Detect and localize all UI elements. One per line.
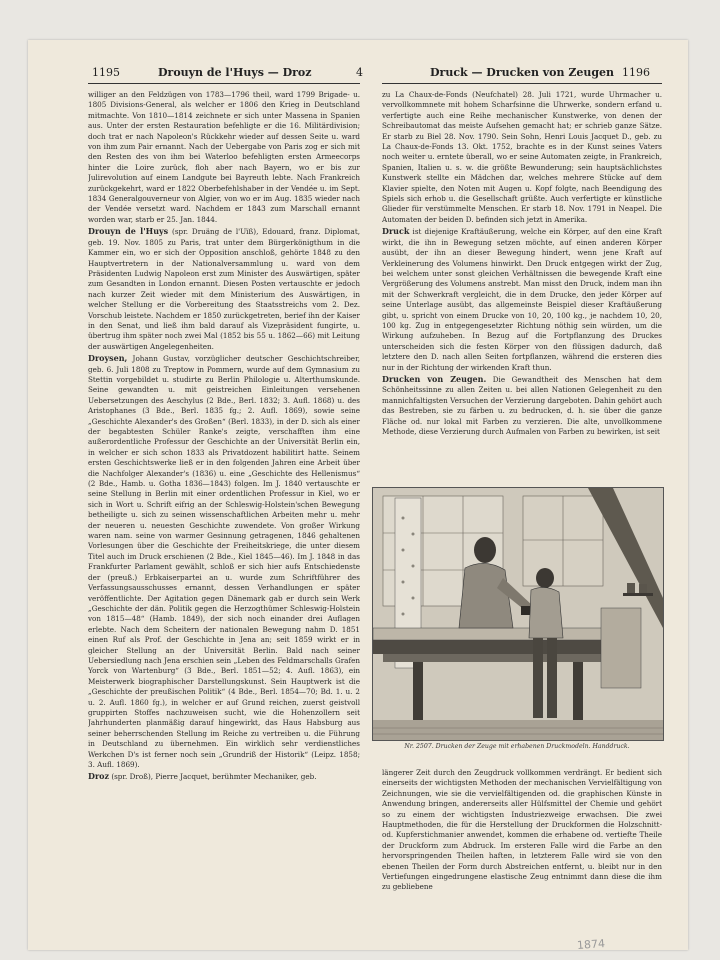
right-column-bottom: [382, 768, 662, 918]
left-column: [88, 90, 360, 900]
article-paragraph: längerer Zeit durch den Zeugdruck vollkommen verdrängt. Er bedient sich einerseits der wichtigsten Methoden der mechanischen Vervielfältigung von Zeichnungen, wie sie die vervielfältigenden od. die graphischen Künste in Anwendung bringen, andererseits aller Hülfsmittel der Chemie und gehört so zu einem der wichtigsten Industriezweige erwachsen. Die zwei Hauptmethoden, die für die Herstellung der Druckformen die Holzschnitt- od. Kupferstichmanier anwendet, kommen die erhabene od. vertiefte Theile der Druckform zum Abdruck. Im ersteren Falle wird die Farbe an den hervorspringenden Theilen haften, in letzterem Falle wird sie von den ebenen Theilen der Form durch Abstreichen entfernt, u. bleibt nur in den Vertiefungen eingedrungene elastische Zeug entnimmt dann diese die ihm zu gebliebene: [382, 768, 662, 892]
article-paragraph: Droz (spr. Droß), Pierre Jacquet, berühmter Mechaniker, geb.: [88, 771, 317, 782]
headword: Drouyn de l'Huys: [88, 226, 169, 237]
left-running-title: Drouyn de l'Huys — Droz: [158, 66, 312, 79]
engraving-illustration: [372, 487, 664, 741]
right-column-top: [382, 90, 662, 482]
article-paragraph: Druck ist diejenige Kraftäußerung, welche ein Körper, auf den eine Kraft wirkt, die ihn in Bewegung setzen möchte, auf einen anderen Körper ausübt, der ihn an dieser Bewegung hindert, wenn jene Kraft auf Verkleinerung des Volumens hinwirkt. Den Druck entgegen wirkt der Zug, bei welchem unter sonst gleichen Verhältnissen die bewegende Kraft eine Vergrößerung des Volumens anstrebt. Man misst den Druck, indem man ihn mit der Schwerkraft vergleicht, die in dem Drucke, den jeder Körper auf seine Unterlage ausübt, das allgemeinste Beispiel dieser Kraftäußerung gibt, u. spricht von einem Drucke von 10, 20, 100 kg., je nachdem 10, 20, 100 kg. Zug in entgegengesetzter Richtung nöthig sein würden, um die Wirkung aufzuheben. In Bezug auf die Fortpflanzung des Druckes unterscheiden sich die festen Körper von den flüssigen dadurch, daß letztere den D. nach allen Seiten fortpflanzen, während die ersteren dies nur in der Richtung der wirkenden Kraft thun.: [382, 226, 662, 372]
left-page-number: 1195: [92, 66, 120, 79]
figure-caption: Nr. 2507. Drucken der Zeuge mit erhabenen Druckmodeln. Handdruck.: [404, 743, 630, 750]
header-rule-right: [382, 83, 662, 84]
headword: Drucken von Zeugen.: [382, 373, 487, 384]
article-paragraph: zu La Chaux-de-Fonds (Neufchatel) 28. Juli 1721, wurde Uhrmacher u. vervollkommnete mit hohem Scharfsinne die Uhrwerke, sondern erfand u. verfertigte auch eine Reihe mechanischer Kunstwerke, von denen der Schreibautomat das meiste Aufsehen gemacht hat; er schrieb ganze Sätze. Er starb zu Biel 28. Nov. 1790. Sein Sohn, Henri Louis Jacquet D., geb. zu La Chaux-de-Fonds 13. Okt. 1752, brachte es in der Kunst seines Vaters noch weiter u. erntete überall, wo er seine Automaten zeigte, in Frankreich, Spanien, Italien u. s. w. die größte Bewunderung; sein hauptsächlichstes Kunstwerk stellte ein Mädchen dar, welches mehrere Stücke auf dem Klavier spielte, den Noten mit Augen u. Kopf folgte, nach Beendigung des Spiels sich erhob u. die Gesellschaft grüßte. Auch verfertigte er künstliche Glieder für verstümmelte Menschen. Er starb 18. Nov. 1791 in Neapel. Die Automaten der beiden D. befinden sich jetzt in Amerika.: [382, 90, 662, 224]
header-rule-left: [88, 83, 360, 84]
right-running-title: Druck — Drucken von Zeugen: [430, 66, 615, 79]
article-paragraph: williger an den Feldzügen von 1783—1796 theil, ward 1799 Brigade- u. 1805 Divisions-General, als welcher er 1806 den Krieg in Deutschland mitmachte. Von 1810—1814 zeichnete er sich unter Massena in Spanien aus. Unter der ersten Restauration befehligte er die 16. Militärdivision; doch trat er nach Napoleon's Rückkehr wieder auf dessen Seite u. ward von ihm zum Pair ernannt. Nach der Uebergabe von Paris zog er sich mit den Resten des von ihm bei Waterloo befehligten ersten Armeecorps hinter die Loire zurück, floh aber nach Bayern, wo er bis zur Julirevolution auf einem Landgute bei Bayreuth lebte. Nach Frankreich zurückgekehrt, ward er 1822 Oberbefehlshaber in der Vendée u. im Sept. 1834 Generalgouverneur von Algier, von wo er im Aug. 1835 wieder nach der Vendée versetzt ward. Nachdem er 1843 zum Marschall ernannt worden war, starb er 25. Jan. 1844.: [88, 90, 360, 224]
headword: Droysen,: [88, 353, 128, 364]
article-paragraph: Drucken von Zeugen. Die Gewandtheit des Menschen hat dem Schönheitssinne zu allen Zeiten u. bei allen Nationen Gelegenheit zu den mannichfaltigsten Versuchen der Verzierung dargeboten. Dahin gehört auch das Bestreben, sie zu färben u. zu bedrucken, d. h. sie über die ganze Fläche od. nur lokal mit Farben zu verzieren. Die alte, unvollkommene Methode, diese Verzierung durch Aufmalen von Farben zu bewirken, ist seit: [382, 373, 662, 436]
right-page-number: 1196: [622, 66, 650, 79]
article-paragraph: Drouyn de l'Huys (spr. Druäng de l'Uïß), Edouard, franz. Diplomat, geb. 19. Nov. 1805 zu Paris, trat unter dem Bürgerkönigthum in die Kammer ein, wo er sich der Opposition anschloß, gehörte 1848 zu den Hauptvertretern in der Nationalversammlung u. ward von dem Präsidenten Ludwig Napoleon erst zum Minister des Auswärtigen, später zum Gesandten in London ernannt. Diesen Posten vertauschte er jedoch nach kurzer Zeit wieder mit dem Ministerium des Auswärtigen, in welcher Stellung er die Vorbereitung des Staatsstreichs vom 2. Dez. Vorschub leistete. Nachdem er 1850 zurückgetreten, berief ihn der Kaiser in den Senat, und ließ ihm bald darauf als Vizepräsident fungirte, u. übertrug ihm später noch zwei Mal (1852 bis 55 u. 1862—66) mit Leitung der auswärtigen Angelegenheiten.: [88, 226, 360, 351]
headword: Druck: [382, 226, 410, 237]
article-paragraph: Droysen, Johann Gustav, vorzüglicher deutscher Geschichtschreiber, geb. 6. Juli 1808 zu Treptow in Pommern, wurde auf dem Gymnasium zu Stettin vorgebildet u. studirte zu Berlin Philologie u. Alterthumskunde. Seine gewandten u. mit geistreichen Einleitungen versehenen Uebersetzungen des Aeschylus (2 Bde., Berl. 1832; 3. Aufl. 1868) u. des Aristophanes (3 Bde., Berl. 1835 fg.; 2. Aufl. 1869), sowie seine „Geschichte Alexander's des Großen“ (Berl. 1833), in der D. sich als einer der begabtesten Schüler Ranke's zeigte, verschafften ihm eine außerordentliche Professur der Geschichte an der Universität Berlin ein, in welcher er sich schon 1833 als Privatdozent habilitirt hatte. Seinem ersten Geschichtswerke ließ er in den folgenden Jahren eine Arbeit über die Nachfolger Alexander's (1836) u. eine „Geschichte des Hellenismus“ (2 Bde., Hamb. u. Gotha 1836—1843) folgen. Im J. 1840 vertauschte er seine Stellung in Berlin mit einer ordentlichen Professur in Kiel, wo er sich in Wort u. Schrift eifrig an der Schleswig-Holstein'schen Bewegung betheiligte u. sich zu seinen wissenschaftlichen Arbeiten mehr u. mehr der neueren u. neuesten Geschichte zuwendete. Von großer Wirkung waren nam. seine von warmer Gesinnung getragenen, 1846 gehaltenen Vorlesungen über die Geschichte der Freiheitskriege, die unter diesem Titel auch im Druck erschienen (2 Bde., Kiel 1845—46). Im J. 1848 in das Frankfurter Parlament gewählt, schloß er sich hier aufs Entschiedenste der (preuß.) Erbkaiserpartei an u. wurde zum Schriftführer des Verfassungsausschusses ernannt, dessen Verhandlungen er später veröffentlichte. Der Agitation gegen Dänemark gab er durch sein Werk „Geschichte der dän. Politik gegen die Herzogthümer Schleswig-Holstein von 1815—48“ (Hamb. 1849), der sich noch einander drei Auflagen erlebte. Nach dem Scheitern der nationalen Bewegung nahm D. 1851 einen Ruf als Prof. der Geschichte in Jena an; seit 1859 wirkt er in gleicher Stellung an der Universität Berlin. Bald nach seiner Uebersiedlung nach Jena erschien sein „Leben des Feldmarschalls Grafen Yorck von Wartenburg“ (3 Bde., Berl. 1851—52; 4. Aufl. 1863), ein Meisterwerk biographischer Darstellungskunst. Sein Hauptwerk ist die „Geschichte der preußischen Politik“ (4 Bde., Berl. 1854—70; Bd. 1. u. 2 u. 2. Aufl. 1860 fg.), in welcher er auf Grund reichen, zuerst geistvoll gruppirten Stoffes nachzuweisen sucht, wie die Hohenzollern seit Jahrhunderten planmäßig darauf hingewirkt, das Haus Habsburg aus seiner beherrschenden Stellung im Reiche zu vertreiben u. die Führung in Deutschland zu übernehmen. Ein wirklich sehr verdienstliches Werkchen D's ist ferner noch sein „Grundriß der Historik“ (Leipz. 1858; 3. Aufl. 1869).: [88, 353, 360, 769]
center-mark: 4: [356, 66, 363, 79]
pencil-annotation: 1874: [576, 937, 606, 952]
printing-workshop-engraving: [373, 488, 663, 740]
headword: Droz: [88, 771, 110, 782]
